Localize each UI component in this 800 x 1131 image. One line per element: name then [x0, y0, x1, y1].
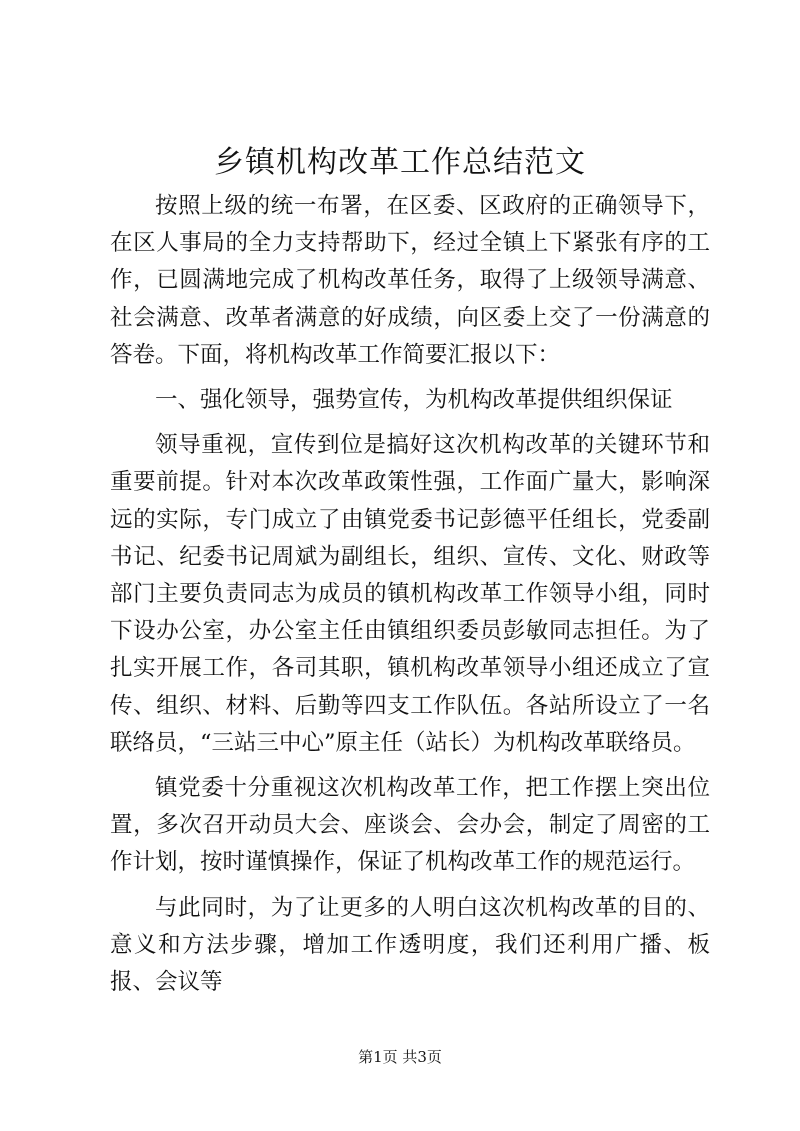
page-number-footer: 第1页 共3页 [358, 1048, 442, 1066]
paragraph-publicity: 与此同时，为了让更多的人明白这次机构改革的目的、意义和方法步骤，增加工作透明度，我们还利用广播、板报、会议等 [110, 894, 710, 996]
document-body [110, 188, 710, 1009]
paragraph-party-committee: 镇党委十分重视这次机构改革工作，把工作摆上突出位置，多次召开动员大会、座谈会、会办会，制定了周密的工作计划，按时谨慎操作，保证了机构改革工作的规范运行。 [110, 775, 710, 876]
paragraph-intro: 按照上级的统一布署，在区委、区政府的正确领导下，在区人事局的全力支持帮助下，经过全镇上下紧张有序的工作，已圆满地完成了机构改革任务，取得了上级领导满意、社会满意、改革者满意的好成绩，向区委上交了一份满意的答卷。下面，将机构改革工作简要汇报以下： [110, 193, 710, 368]
section-heading-1: 一、强化领导，强势宣传，为机构改革提供组织保证 [155, 387, 673, 414]
paragraph-leadership: 领导重视，宣传到位是搞好这次机构改革的关键环节和重要前提。针对本次改革政策性强，工作面广量大，影响深远的实际，专门成立了由镇党委书记彭德平任组长，党委副书记、纪委书记周斌为副组长，组织、宣传、文化、财政等部门主要负责同志为成员的镇机构改革工作领导小组，同时下设办公室，办公室主任由镇组织委员彭敏同志担任。为了扎实开展工作，各司其职，镇机构改革领导小组还成立了宣传、组织、材料、后勤等四支工作队伍。各站所设立了一名联络员，“三站三中心”原主任（站长）为机构改革联络员。 [110, 432, 710, 756]
document-title: 乡镇机构改革工作总结范文 [214, 145, 586, 180]
